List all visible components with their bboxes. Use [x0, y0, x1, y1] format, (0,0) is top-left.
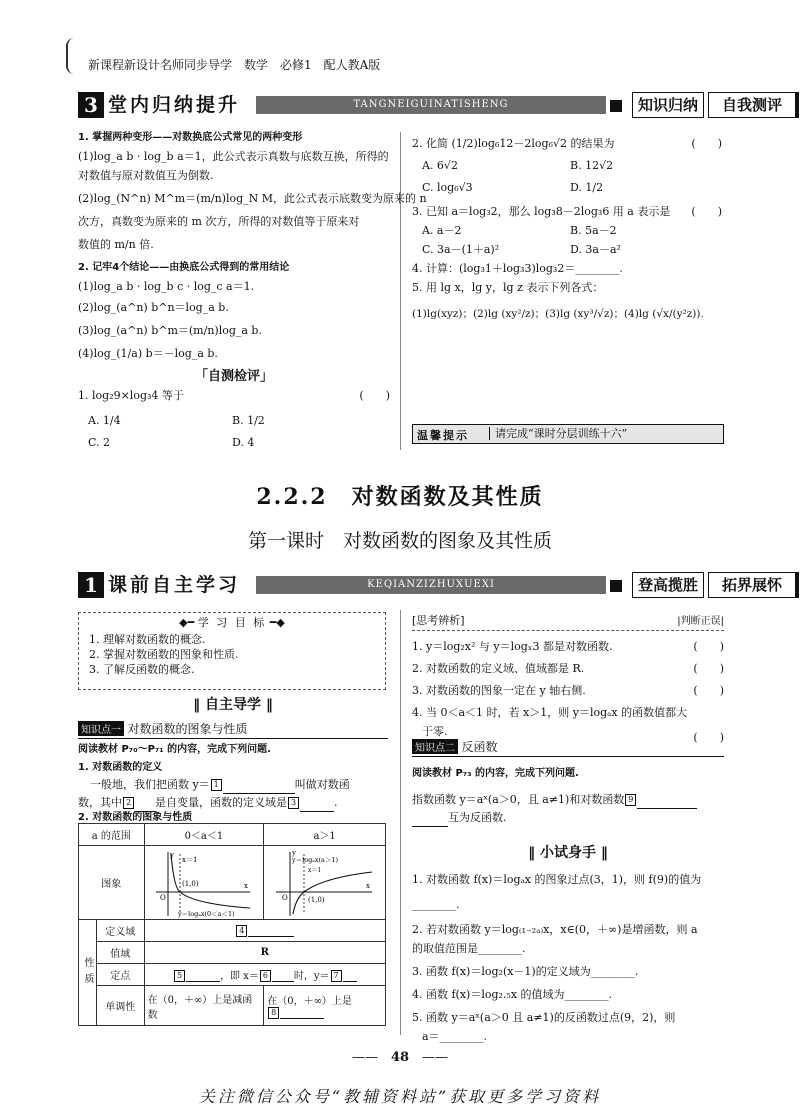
think-title: [思考辨析] [412, 614, 465, 627]
mono-cell: 在（0，＋∞）上是减函数 [144, 986, 264, 1026]
answer-paren: ( ) [693, 662, 724, 675]
row-label: 单调性 [96, 986, 144, 1026]
blank-box[interactable]: 2 [123, 797, 134, 809]
y-axis-label: y [169, 850, 174, 859]
think-item: 2. 对数函数的定义域、值域都是 R. [412, 662, 585, 675]
section-number: 1 [78, 572, 104, 598]
property-table [78, 823, 386, 1026]
kp1-label: 知识点一 [78, 721, 124, 736]
blank-box[interactable]: 3 [288, 797, 299, 809]
section-banner-1 [78, 572, 782, 598]
asymptote-label: x＝1 [307, 866, 321, 874]
arrow-right-icon: ━◆ [269, 616, 285, 629]
answer-paren: ( ) [359, 389, 390, 402]
q2-stem: 2. 化简 (1/2)log₆12－2log₆√2 的结果为 [412, 137, 615, 150]
lesson-title: 第一课时 对数函数的图象及其性质 [247, 530, 552, 552]
table-header: 0＜a＜1 [144, 824, 264, 846]
def-title: 1. 对数函数的定义 [78, 762, 163, 773]
domain-cell [144, 920, 385, 942]
k2-title: 2. 记牢4个结论——由换底公式得到的常用结论 [78, 262, 290, 273]
k2-item: (4)log_(1/a) b＝－log_a b. [78, 347, 218, 360]
q1-option: D. 4 [232, 436, 255, 449]
point-cell: 5 ，即 x＝ 6 时，y＝ 7 [144, 964, 385, 986]
think-item: 4. 当 0＜a＜1 时，若 x＞1，则 y＝logₐx 的函数值都大 [412, 706, 688, 719]
blank-box[interactable]: 4 [236, 925, 247, 937]
q1-option: A. 1/4 [88, 414, 121, 427]
try-item: 2. 若对数函数 y＝log₍₁₋₂ₐ₎x，x∈(0，＋∞)是增函数，则 a [412, 923, 698, 936]
section-title: 堂内归纳提升 [108, 94, 241, 116]
def-line: 数，其中 2 是自变量，函数的定义域是 3 . [78, 793, 338, 812]
answer-paren: ( ) [693, 640, 724, 653]
graph-increasing [272, 848, 378, 918]
goal-item: 3. 了解反函数的概念. [89, 663, 195, 676]
answer-paren: ( ) [691, 205, 722, 218]
pinyin-strip: TANGNEIGUINATISHENG [256, 96, 606, 114]
q1-option: B. 1/2 [232, 414, 265, 427]
point-label: (1,0) [307, 895, 325, 904]
page-number: —— 48 —— [351, 1050, 449, 1065]
blank-box[interactable]: 6 [260, 970, 271, 982]
learning-goals [78, 612, 386, 690]
origin-label: O [159, 893, 166, 902]
tag-box: 拓界展怀 [708, 572, 799, 598]
prop-label: 性质 [79, 920, 97, 1026]
curve-label: y＝logₐx(0＜a＜1) [177, 909, 235, 918]
q3-stem: 3. 已知 a＝log₃2，那么 log₃8－2log₃6 用 a 表示是 [412, 205, 671, 218]
try-item-cont: 的取值范围是________. [412, 942, 526, 955]
y-axis-label: y [291, 848, 296, 857]
graph-decreasing [152, 848, 256, 918]
tip-text: 请完成“课时分层训练十六” [495, 427, 628, 440]
k2-item: (2)log_(a^n) b^n＝log_a b. [78, 301, 229, 314]
kp2-header [412, 738, 724, 757]
q1-option: C. 2 [88, 436, 111, 449]
origin-label: O [281, 893, 288, 902]
k1-line: (2)log_(N^n) M^m＝(m/n)log_N M，此公式表示底数变为原来的 n [78, 192, 427, 205]
q1-stem: 1. log₂9×log₃4 等于 [78, 389, 184, 402]
goal-item: 1. 理解对数函数的概念. [89, 633, 206, 646]
square-icon [610, 580, 622, 592]
read-instruction: 阅读教材 P₇₀～P₇₁ 的内容，完成下列问题. [78, 744, 271, 755]
q2-option: D. 1/2 [570, 181, 604, 194]
section-title: 课前自主学习 [108, 574, 241, 596]
answer-paren: ( ) [693, 731, 724, 744]
tip-label: 温馨提示 [417, 429, 469, 442]
q5-parts: (1)lg(xyz)；(2)lg (xy²/z)；(3)lg (xy³/√z)；(4)lg (√x/(y²z)). [412, 308, 704, 320]
try-title: ‖ 小试身手 ‖ [528, 845, 608, 861]
answer-paren: ( ) [691, 137, 722, 150]
square-icon [610, 100, 622, 112]
range-cell: R [144, 942, 385, 964]
table-header: a 的范围 [79, 824, 145, 846]
k2-item: (3)log_(a^n) b^m＝(m/n)log_a b. [78, 324, 262, 337]
row-label: 值域 [96, 942, 144, 964]
q2-option: A. 6√2 [422, 159, 458, 172]
row-label: 定点 [96, 964, 144, 986]
arrow-left-icon: ◆━ [179, 616, 195, 629]
tag-box: 登高揽胜 [632, 572, 704, 598]
k1-title: 1. 掌握两种变形——对数换底公式常见的两种变形 [78, 132, 303, 143]
try-item: 3. 函数 f(x)＝log₂(x－1)的定义域为________. [412, 965, 639, 978]
try-item-cont: ________. [412, 898, 460, 911]
blank-box[interactable]: 8 [268, 1007, 279, 1019]
try-item-cont: a＝________. [422, 1030, 488, 1043]
goals-title: 学 习 目 标 [197, 616, 267, 629]
pinyin-strip: KEQIANZIZHUXUEXI [256, 576, 606, 594]
blank-box[interactable]: 7 [331, 970, 342, 982]
column-divider [400, 610, 401, 1035]
read-instruction: 阅读教材 P₇₃ 的内容，完成下列问题. [412, 768, 579, 779]
section3-left [78, 128, 427, 452]
q2-option: B. 12√2 [570, 159, 614, 172]
def-line: 一般地，我们把函数 y＝ 1 叫做对数函 [90, 775, 350, 794]
answer-paren: ( ) [693, 684, 724, 697]
row-label: 定义域 [96, 920, 144, 942]
guide-title: ‖ 自主导学 ‖ [193, 697, 273, 713]
tag-box: 知识归纳 [632, 92, 704, 118]
inverse-line: 指数函数 y＝aˣ(a＞0，且 a≠1)和对数函数 9 [412, 790, 697, 809]
blank-box[interactable]: 5 [174, 970, 185, 982]
promo-text: 关注微信公众号“教辅资料站”获取更多学习资料 [198, 1087, 602, 1106]
think-item-cont: 于零. [422, 725, 448, 738]
q2-option: C. log₆√3 [422, 181, 473, 194]
kp2-title: 反函数 [461, 740, 498, 754]
think-item: 3. 对数函数的图象一定在 y 轴右侧. [412, 684, 586, 697]
warm-tip [412, 424, 724, 444]
try-item: 4. 函数 f(x)＝log₂.₅x 的值域为________. [412, 988, 613, 1001]
think-item: 1. y＝log₂x² 与 y＝logₓ3 都是对数函数. [412, 640, 613, 653]
graph-title: 2. 对数函数的图象与性质 [78, 812, 193, 823]
x-axis-label: x [243, 881, 248, 890]
k2-item: (1)log_a b · log_b c · log_c a＝1. [78, 280, 255, 293]
curve-label: y＝logₐx(a＞1) [291, 855, 338, 864]
graph-cell [264, 846, 386, 920]
inverse-line: 互为反函数. [412, 808, 507, 827]
k1-line: 次方，真数变为原来的 m 次方，所得的对数值等于原来对 [78, 215, 360, 228]
graph-cell [144, 846, 264, 920]
k1-line: 对数值与原对数值互为倒数. [78, 169, 214, 182]
blank-box[interactable]: 9 [625, 794, 636, 806]
chapter-title: 2.2.2 对数函数及其性质 [256, 484, 544, 510]
book-header: 新课程新设计名师同步导学 数学 必修1 配人教A版 [88, 58, 381, 72]
x-axis-label: x [365, 881, 370, 890]
mono-cell: 在（0，＋∞）上是 8 [264, 986, 386, 1026]
table-header: a＞1 [264, 824, 386, 846]
selftest-title: 「自测检评」 [194, 369, 273, 384]
kp2-label: 知识点二 [412, 739, 458, 754]
section3-right [412, 134, 722, 324]
k1-line: 数值的 m/n 倍. [78, 238, 154, 251]
q3-option: D. 3a－a² [570, 243, 621, 256]
try-item: 5. 函数 y＝aˣ(a＞0 且 a≠1)的反函数过点(9，2)，则 [412, 1011, 676, 1024]
q3-option: B. 5a－2 [570, 224, 617, 237]
point-label: (1,0) [181, 879, 199, 888]
tip-separator [489, 427, 490, 440]
kp1-title: 对数函数的图象与性质 [127, 722, 248, 736]
binding-curve [66, 38, 76, 74]
q3-option: A. a－2 [422, 224, 462, 237]
q3-option: C. 3a－(1＋a)² [422, 243, 500, 256]
asymptote-label: x＝1 [181, 855, 198, 864]
k1-line: (1)log_a b · log_b a＝1，此公式表示真数与底数互换，所得的 [78, 150, 389, 163]
column-divider [400, 132, 401, 450]
think-judge: |判断正误| [677, 616, 724, 627]
tag-box: 自我测评 [708, 92, 799, 118]
blank-box[interactable]: 1 [211, 779, 222, 791]
q4: 4. 计算：(log₃1＋log₃3)log₃2＝________. [412, 262, 623, 275]
row-label: 图象 [79, 846, 145, 920]
section-number: 3 [78, 92, 104, 118]
q5-stem: 5. 用 lg x，lg y，lg z 表示下列各式： [412, 281, 604, 294]
section1-right [412, 612, 724, 742]
try-list [412, 870, 724, 1046]
section-banner-3 [78, 92, 782, 118]
goal-item: 2. 掌握对数函数的图象和性质. [89, 648, 239, 661]
kp1-header [78, 720, 388, 739]
try-item: 1. 对数函数 f(x)＝logₐx 的图象过点(3，1)，则 f(9)的值为 [412, 873, 702, 886]
